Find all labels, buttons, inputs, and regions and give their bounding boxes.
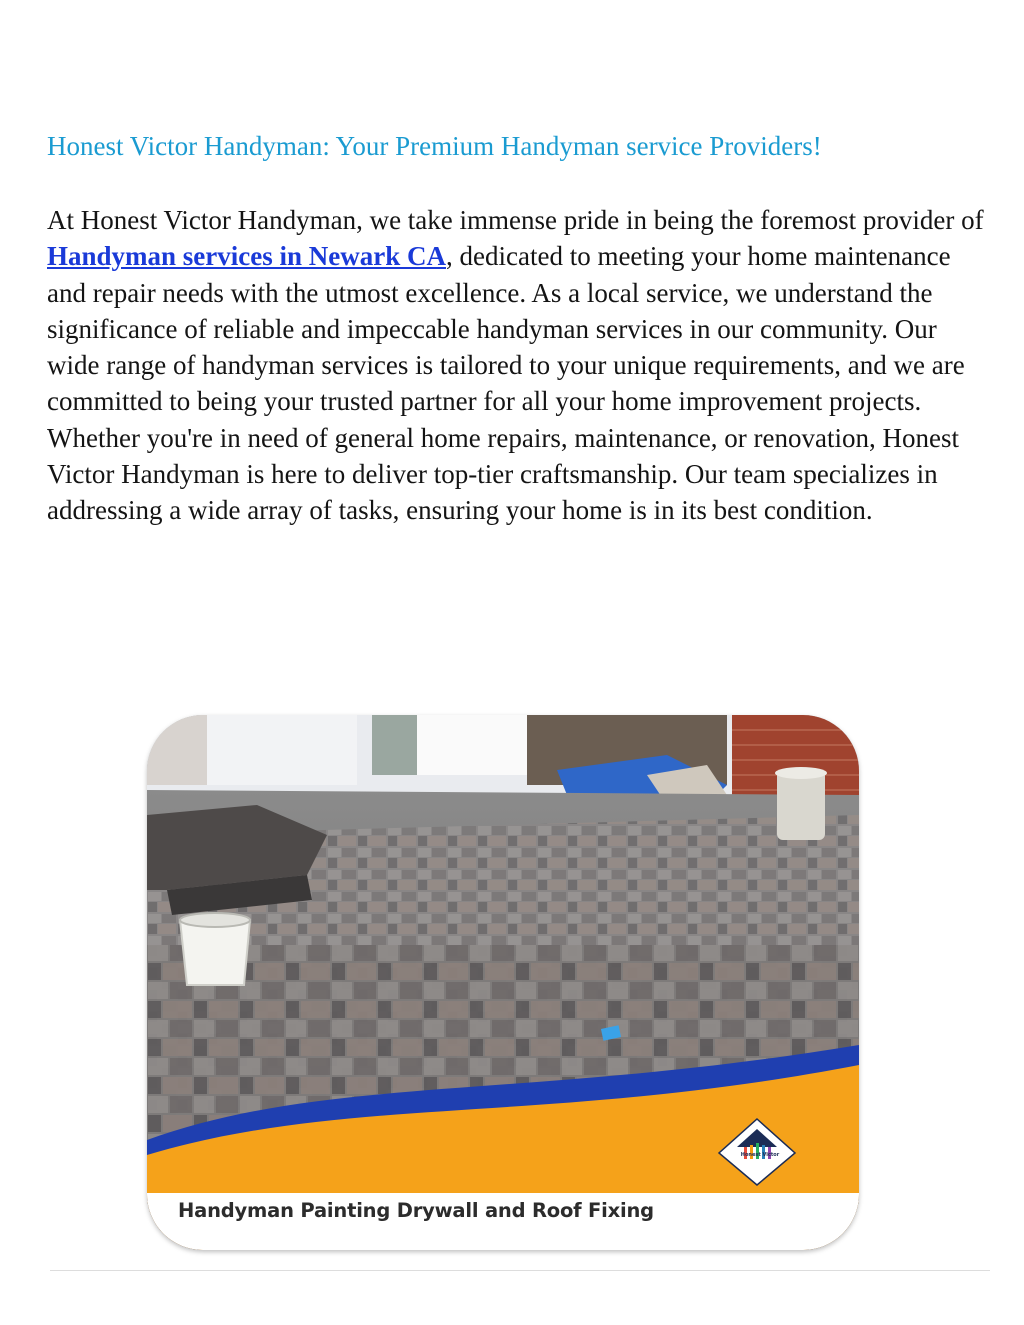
- newark-services-link[interactable]: Handyman services in Newark CA: [47, 241, 446, 272]
- intro-paragraph: [47, 202, 987, 529]
- page-heading: Honest Victor Handyman: Your Premium Handyman service Providers!: [47, 131, 822, 161]
- logo-wordmark: Honest Victor: [740, 1152, 780, 1158]
- paragraph-text-after-link: , dedicated to meeting your home maintenance and repair needs with the utmost excellence. As a local service, we understand the significance of reliable and impeccable handyman services in our community. Our wide range of handyman services is tailored to your unique requirements, and we are committed to being your trusted partner for all your home improvement projects. Whether you're in need of general home repairs, maintenance, or renovation, Honest Victor Handyman is here to deliver top-tier craftsmanship. Our team specializes in addressing a wide array of tasks, ensuring your home is in its best condition.: [47, 241, 965, 526]
- paragraph-text-before-link: At Honest Victor Handyman, we take immense pride in being the foremost provider of: [47, 205, 984, 235]
- footer-divider: [50, 1270, 990, 1271]
- image-caption: Handyman Painting Drywall and Roof Fixing: [178, 1199, 654, 1222]
